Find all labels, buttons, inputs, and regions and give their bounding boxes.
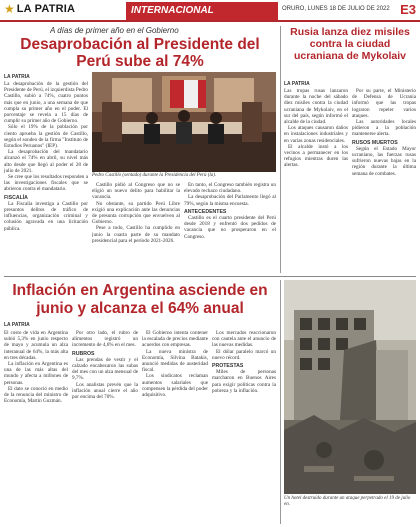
paragraph: Las prendas de vestir y el calzado encabezaron las subas del mes con un alza mensual de 9,7%. — [72, 356, 138, 382]
paragraph: La Fiscalía investiga a Castillo por presuntos delitos de tráfico de influencias, organización criminal y colusión agravada en una licitación pública. — [4, 200, 88, 232]
story1-column-1 — [4, 81, 88, 271]
story2-column-2 — [72, 330, 138, 524]
paragraph: Miles de personas marcharon en Buenos Aires para exigir políticas contra la pobreza y la inflación. — [212, 369, 276, 394]
paragraph: La desaprobación de la gestión del Presidente de Perú, el izquierdista Pedro Castillo, subió a 74%, cuatro puntos más que en junio, a una semana de que cumpla su primer año en el poder. El porcentaje se revela a 15 días de cumplir su primer año de Gobierno. — [4, 81, 88, 125]
paragraph: No obstante, su partido Perú Libre exigió una explicación ante las denuncias de presunta corrupción que envuelven al Gobierno. — [92, 200, 180, 226]
story1-byline: LA PATRIA — [4, 74, 30, 80]
paragraph: Se cree que los resultados responden a las investigaciones fiscales que se abrieron contra el mandatario. — [4, 174, 88, 193]
story1-headline: Desaprobación al Presidente del Perú sube al 74% — [20, 36, 260, 70]
paragraph: Por otro lado, el rubro de alimentos registró un incremento de 4,6% en el mes. — [72, 330, 138, 349]
paragraph: Las autoridades locales pidieron a la población mantenerse alerta. — [352, 119, 416, 138]
paragraph: Por su parte, el Ministerio de Defensa de Ucrania informó que las tropas lograron repeler varios ataques. — [352, 88, 416, 119]
paragraph: En tanto, el Congreso también registra un elevado rechazo ciudadano. — [184, 182, 276, 195]
column-divider — [280, 26, 281, 273]
subheading: ANTECEDENTES — [184, 208, 227, 215]
paragraph: El costo de vida en Argentina subió 5,3% en junio respecto de mayo y acumula un alza interanual de 64%, la más alta en tres décadas. — [4, 330, 68, 361]
paragraph: La inflación en Argentina es una de las más altas del mundo y afecta a millones de personas. — [4, 361, 68, 386]
paragraph: El dólar paralelo marcó un nuevo récord. — [212, 348, 276, 361]
paragraph: La desaprobación del mandatario alcanzó el 74% en abril, su nivel más alto desde que llegó al poder el 28 de julio de 2021. — [4, 149, 88, 174]
destroyed-hotel-photo — [284, 280, 416, 494]
paragraph: Pese a todo, Castillo ha cumplido en junio la cuarta parte de su mandato presidencial para el período 2021-2026. — [92, 225, 180, 244]
story1-photo-caption: Pedro Castillo (sentado) durante la Presidencia del Perú (la). — [92, 173, 217, 178]
paragraph: Los mercados reaccionaron con cautela ante el anuncio de las nuevas medidas. — [212, 330, 276, 349]
paragraph: Los ataques causaron daños en instalaciones industriales y en varias zonas residenciales. — [284, 125, 348, 144]
paragraph: El dato se conoció en medio de la renuncia del ministro de Economía, Martín Guzmán. — [4, 385, 68, 405]
newspaper-logo — [4, 2, 75, 16]
story2-photo-caption: Un hotel destruido durante un ataque perpetrado el 19 de julio en. — [284, 496, 411, 507]
paragraph: Castillo es el cuarto presidente del Perú desde 2018 y enfrentó dos pedidos de vacancia que no prosperaron en el Congreso. — [184, 215, 276, 240]
star-icon: ★ — [4, 2, 15, 16]
masthead — [0, 0, 420, 22]
paragraph: Según el Estado Mayor ucraniano, las fuerzas rusas sufrieron nuevas bajas en la región durante la última semana de combates. — [352, 145, 416, 177]
logo-name: LA PATRIA — [16, 3, 76, 15]
subheading: RUBROS — [72, 350, 95, 357]
story2-column-4 — [212, 330, 276, 524]
sidebar1-column-2 — [352, 88, 416, 273]
presidential-palace-photo — [92, 72, 276, 172]
sidebar1-headline: Rusia lanza diez misiles contra la ciudad ucraniana de Mykolaiv — [290, 26, 410, 62]
issue-date: ORURO, LUNES 18 DE JULIO DE 2022 — [282, 6, 390, 12]
paragraph: Sólo el 19% de la población por ciento aprueba la gestión de Castillo, según el sondeo de la firma "Instituto de Estudios Peruanos" (IEP). — [4, 124, 88, 150]
paragraph: Los analistas prevén que la inflación anual cierre el año por encima del 70%. — [72, 381, 138, 401]
paragraph: El Gobierno intenta contener la escalada de precios mediante acuerdos con empresas. — [142, 330, 208, 349]
story2-column-3 — [142, 330, 208, 524]
paragraph: La nueva ministra de Economía, Silvina Batakis, anunció medidas de austeridad fiscal. — [142, 348, 208, 374]
story2-byline: LA PATRIA — [4, 322, 30, 328]
paragraph: El alcalde instó a los vecinos a permanecer en los refugios mientras duren las alertas. — [284, 143, 348, 169]
section-tab: INTERNACIONAL — [126, 2, 278, 20]
subheading: RUSOS MUERTOS — [352, 139, 398, 146]
sidebar1-column-1 — [284, 88, 348, 273]
subheading: PROTESTAS — [212, 363, 244, 370]
story2-headline: Inflación en Argentina asciende en junio y alcanza el 64% anual — [12, 282, 268, 317]
story1-photo — [92, 72, 276, 172]
paragraph: Los sindicatos reclaman aumentos salariales que compensen la pérdida del poder adquisitivo. — [142, 373, 208, 399]
story1-column-2 — [92, 182, 180, 271]
page-number: E3 — [400, 2, 416, 17]
section-divider — [4, 276, 416, 277]
subheading: FISCALÍA — [4, 194, 28, 201]
sidebar1-byline: LA PATRIA — [284, 81, 310, 87]
paragraph: La desaprobación del Parlamento llegó al 79%, según la misma encuesta. — [184, 194, 276, 207]
column-divider — [280, 280, 281, 524]
paragraph: Las tropas rusas lanzaron durante la noche del sábado diez misiles contra la ciudad ucraniana de Mykolaiv, en el sur del país, según informó el alcalde de la ciudad. — [284, 88, 348, 126]
story1-column-3 — [184, 182, 276, 271]
story2-column-1 — [4, 330, 68, 524]
story2-photo — [284, 280, 416, 494]
paragraph: Castillo pidió al Congreso que no se eligió un nuevo delito para habilitar la vacancia. — [92, 182, 180, 201]
story1-kicker: A días de primer año en el Gobierno — [50, 26, 179, 35]
